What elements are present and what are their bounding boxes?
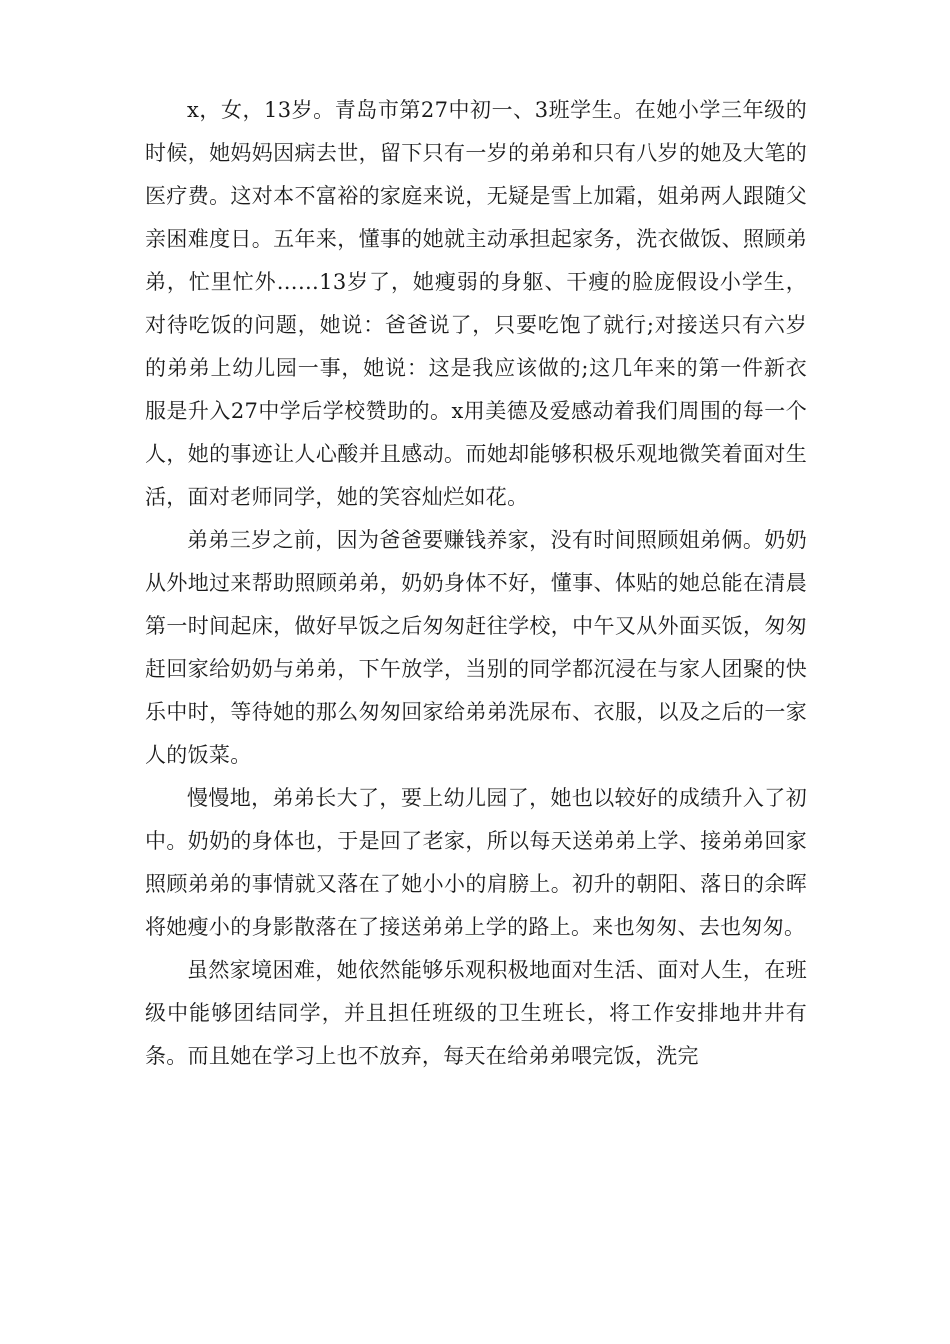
paragraph-1: x，女，13岁。青岛市第27中初一、3班学生。在她小学三年级的时候，她妈妈因病去世，留下只有一岁的弟弟和只有八岁的她及大笔的医疗费。这对本不富裕的家庭来说，无疑是雪上加霜，姐弟两人跟随父亲困难度日。五年来，懂事的她就主动承担起家务，洗衣做饭、照顾弟弟，忙里忙外……13岁了，她瘦弱的身躯、干瘦的脸庞假设小学生，对待吃饭的问题，她说：爸爸说了，只要吃饱了就行;对接送只有六岁的弟弟上幼儿园一事，她说：这是我应该做的;这几年来的第一件新衣服是升入27中学后学校赞助的。x用美德及爱感动着我们周围的每一个人，她的事迹让人心酸并且感动。而她却能够积极乐观地微笑着面对生活，面对老师同学，她的笑容灿烂如花。: [145, 98, 807, 509]
paragraph-4: 虽然家境困难，她依然能够乐观积极地面对生活、面对人生，在班级中能够团结同学，并且担任班级的卫生班长，将工作安排地井井有条。而且她在学习上也不放弃，每天在给弟弟喂完饭，洗完: [145, 958, 807, 1068]
paragraph-3: 慢慢地，弟弟长大了，要上幼儿园了，她也以较好的成绩升入了初中。奶奶的身体也，于是回了老家，所以每天送弟弟上学、接弟弟回家照顾弟弟的事情就又落在了她小小的肩膀上。初升的朝阳、落日的余晖将她瘦小的身影散落在了接送弟弟上学的路上。来也匆匆、去也匆匆。: [145, 786, 807, 939]
document-body: [145, 89, 807, 1078]
paragraph-2: 弟弟三岁之前，因为爸爸要赚钱养家，没有时间照顾姐弟俩。奶奶从外地过来帮助照顾弟弟，奶奶身体不好，懂事、体贴的她总能在清晨第一时间起床，做好早饭之后匆匆赶往学校，中午又从外面买饭，匆匆赶回家给奶奶与弟弟，下午放学，当别的同学都沉浸在与家人团聚的快乐中时，等待她的那么匆匆回家给弟弟洗尿布、衣服，以及之后的一家人的饭菜。: [145, 528, 807, 767]
